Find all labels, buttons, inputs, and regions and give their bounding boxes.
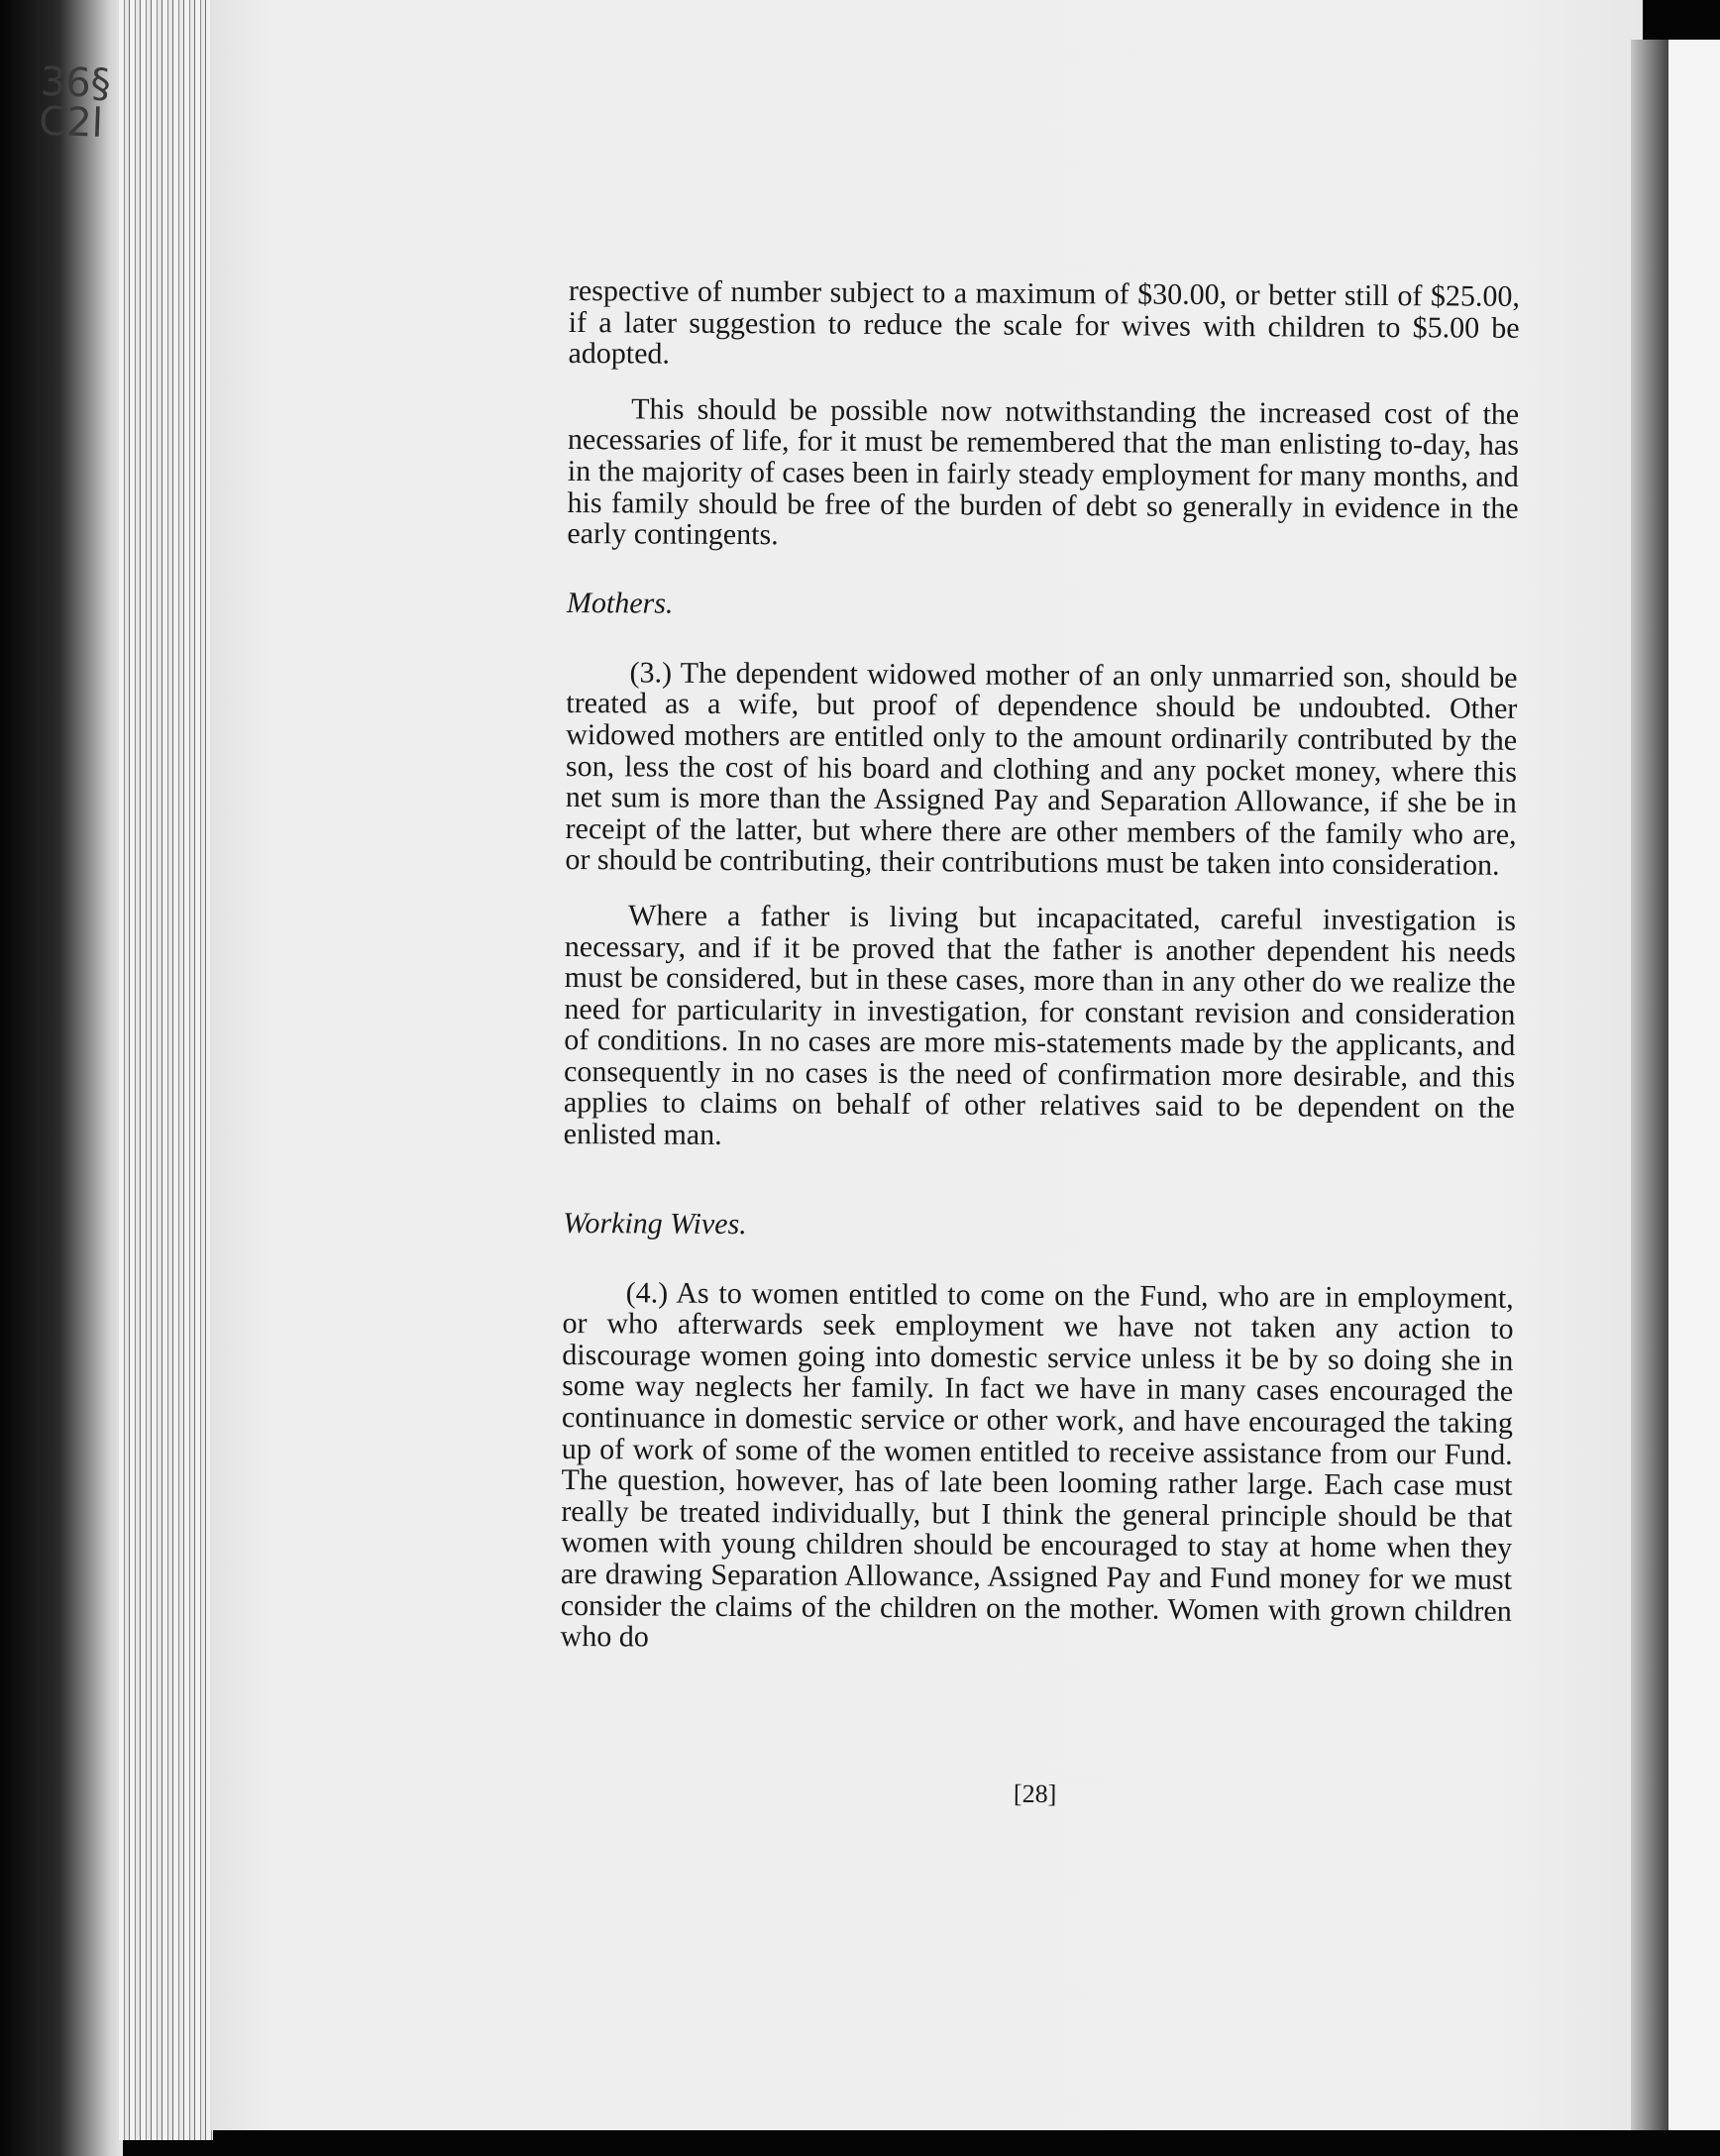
- paragraph-mothers-2: Where a father is living but incapacitated, careful investigation is necessary, and if it be proved that the father is another dependent his needs must be considered, but in these cases, more than in any other do we realize the need for particularity in investigation, for constant revision and consideration of conditions. In no cases are more mis-statements made by the applicants, and consequently in no cases is the need of confirmation more desirable, and this applies to claims on behalf of other relatives said to be dependent on the enlisted man.: [563, 899, 1517, 1152]
- section-heading-working-wives: Working Wives.: [563, 1206, 747, 1240]
- left-book-strip: [0, 0, 123, 2156]
- paragraph-continuation: respective of number subject to a maximum of $30.00, or better still of $25.00, if a later suggestion to reduce the scale for wives with children to $5.00 be adopted.: [568, 274, 1520, 371]
- facing-page-edge: [1668, 40, 1720, 2130]
- paragraph-mothers-1: (3.) The dependent widowed mother of an only unmarried son, should be treated as a wife, but proof of dependence should be undoubted. Other widowed mothers are entitled only to the amount ordinarily contributed by the son, less the cost of his board and clothing and any pocket money, where this net sum is more than the Assigned Pay and Separation Allowance, if she be in receipt of the latter, but where there are other members of the family who are, or should be contributing, their contributions must be taken into consideration.: [565, 656, 1518, 883]
- page-number: [28]: [1013, 1779, 1057, 1809]
- gutter-shadow: [1631, 40, 1670, 2130]
- paragraph-working-wives: (4.) As to women entitled to come on the Fund, who are in employment, or who afterwards seek employment we have not taken any action to discourage women going into domestic service unless it be by so doing she in some way neglects her family. In fact we have in many cases encouraged the continuance in domestic service or other work, and have encouraged the taking up of work of some of the women entitled to receive assistance from our Fund. The question, however, has of late been looming rather large. Each case must really be treated individually, but I think the general principle should be that women with young children should be encouraged to stay at home when they are drawing Separation Allowance, Assigned Pay and Fund money for we must consider the claims of the children on the mother. Women with grown children who do: [560, 1276, 1514, 1654]
- page-edges: [119, 0, 213, 2140]
- paragraph-cost: This should be possible now notwithstanding the increased cost of the necessaries of life, for it must be remembered that the man enlisting to-day, has in the majority of cases been in fairly steady employment for many months, and his family should be free of the burden of debt so generally in evidence in the early contingents.: [567, 392, 1520, 552]
- margin-note: 36§ C2l: [38, 58, 112, 147]
- section-heading-mothers: Mothers.: [566, 586, 674, 620]
- page-text: [560, 274, 1520, 1809]
